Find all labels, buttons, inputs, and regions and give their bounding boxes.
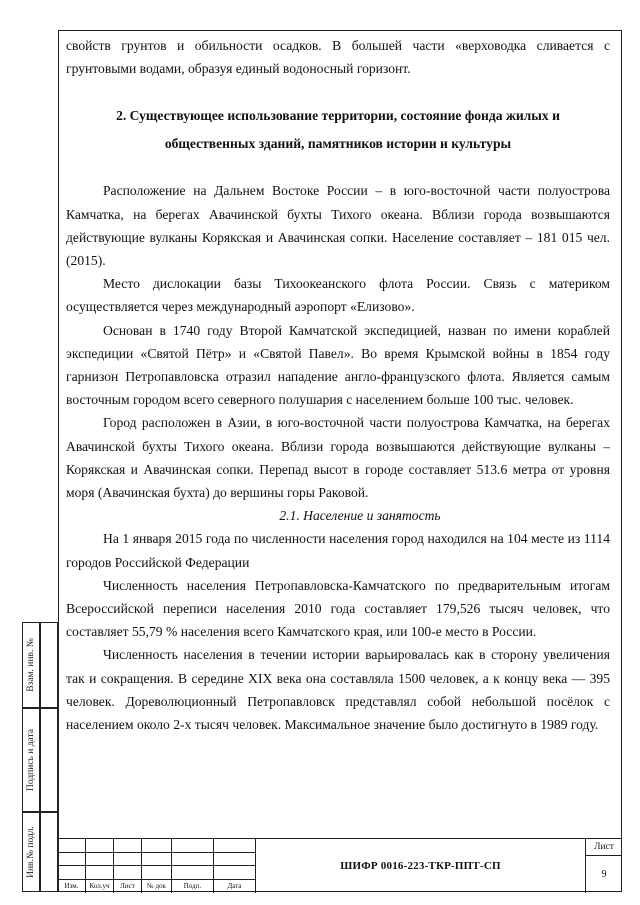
paragraph-population-history: Численность населения в течении истории варьировалась как в сторону увеличения так и сокращения. В середине XIX века она составляла 1500 человек, а к концу века — 395 человек. Дореволюционный Петропавловск представлял собой небольшой посёлок с населением около 2-х тысяч человек. Максимальное значение было достигнуто в 1989 году.: [66, 647, 610, 733]
col-nomer-dok: № док: [142, 880, 172, 894]
paragraph-geography: Город расположен в Азии, в юго-восточной части полуострова Камчатка, на берегах Авачинской бухты Тихого океана. Вблизи города возвышаются действующие вулканы – Корякская и Авачинская сопки. Перепад высот в городе составляет 513.6 метра от уровня моря (Авачинская бухта) до вершины горы Раковой.: [66, 415, 610, 501]
stamp-podpis-label-cell: [22, 708, 40, 812]
stamp-vzam-value-cell: [40, 622, 58, 708]
document-body: [66, 34, 610, 736]
paragraph-census: Численность населения Петропавловска-Камчатского по предварительным итогам Всероссийской переписи населения 2010 года составляет 179,526 тысяч человек, что составляет 55,79 % населения всего Камчатского края, или 100-е место в России.: [66, 577, 610, 640]
col-izm: Изм.: [58, 880, 86, 894]
subsection-heading: 2.1. Население и занятость: [279, 508, 441, 524]
paragraph-ranking: На 1 января 2015 года по численности населения город находился на 104 месте из 1114 городов Российской Федерации: [66, 531, 610, 570]
col-list: Лист: [114, 880, 142, 894]
stamp-inv-label-cell: [22, 812, 40, 892]
stamp-inv-label: Инв.№ подл.: [26, 826, 36, 878]
stamp-inv-value-cell: [40, 812, 58, 892]
sheet-label: Лист: [586, 839, 622, 856]
col-podpis: Подп.: [172, 880, 214, 894]
col-data: Дата: [214, 880, 256, 894]
stamp-podpis-value-cell: [40, 708, 58, 812]
title-block: [58, 838, 622, 892]
stamp-vzam-label-cell: [22, 622, 40, 708]
revision-table: [58, 839, 256, 893]
col-kolich: Кол.уч: [86, 880, 114, 894]
stamp-vzam-label: Взам. инв. №: [26, 638, 36, 692]
sheet-number: 9: [601, 869, 607, 880]
intro-paragraph: свойств грунтов и обильности осадков. В большей части «верховодка сливается с грунтовыми водами, образуя единый водоносный горизонт.: [66, 38, 610, 77]
section-heading-line1: 2. Существующее использование территории, состояние фонда жилых и: [116, 108, 560, 124]
document-code: ШИФР 0016-223-ТКР-ППТ-СП: [256, 839, 586, 893]
paragraph-history: Основан в 1740 году Второй Камчатской экспедицией, назван по имени кораблей экспедиции «Святой Пётр» и «Святой Павел». Во время Крымской войны в 1854 году гарнизон Петропавловска отразил нападение англо-французского флота. Является самым восточным городом всего северного полушария с населением больше 100 тыс. человек.: [66, 322, 610, 408]
paragraph-fleet-base: Место дислокации базы Тихоокеанского флота России. Связь с материком осуществляется через международный аэропорт «Елизово».: [66, 276, 610, 315]
section-heading: [66, 102, 610, 158]
section-heading-line2: общественных зданий, памятников истории и культуры: [164, 136, 512, 152]
paragraph-location: Расположение на Дальнем Востоке России – в юго-восточной части полуострова Камчатка, на берегах Авачинской бухты Тихого океана. Вблизи города возвышаются действующие вулканы Корякская и Авачинская сопки. Население составляет – 181 015 чел. (2015).: [66, 183, 610, 269]
stamp-podpis-label: Подпись и дата: [26, 728, 36, 792]
